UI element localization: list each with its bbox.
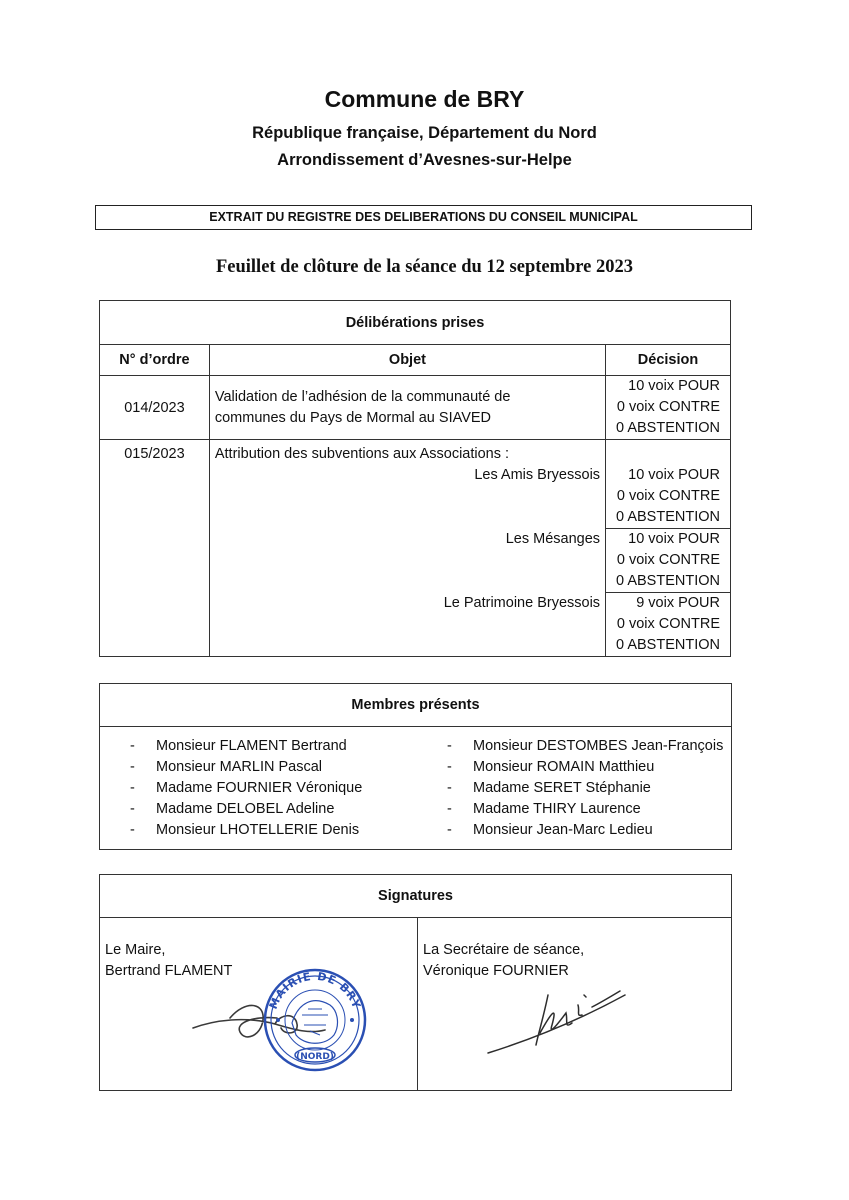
row-num: 015/2023 <box>100 440 210 657</box>
member-name: Madame SERET Stéphanie <box>473 780 651 796</box>
row-num: 014/2023 <box>100 376 210 440</box>
vote-abstention: 0 ABSTENTION <box>616 573 720 589</box>
mairie-stamp <box>258 965 373 1075</box>
objet-line: communes du Pays de Mormal au SIAVED <box>214 409 492 426</box>
extrait-banner: EXTRAIT DU REGISTRE DES DELIBERATIONS DU CONSEIL MUNICIPAL <box>95 205 752 230</box>
association-decision <box>606 529 731 593</box>
list-item: - Monsieur MARLIN Pascal <box>130 757 362 778</box>
mayor-block <box>105 940 232 982</box>
list-item: - Madame THIRY Laurence <box>447 799 723 820</box>
col-header-num: N° d’ordre <box>100 345 210 376</box>
member-name: Monsieur ROMAIN Matthieu <box>473 759 655 775</box>
association-name: Les Mésanges <box>209 529 605 593</box>
vote-contre: 0 voix CONTRE <box>616 488 720 504</box>
vote-contre: 0 voix CONTRE <box>616 552 720 568</box>
secretary-name: Véronique FOURNIER <box>423 963 569 979</box>
commune-title: Commune de BRY <box>324 86 525 112</box>
member-name: Monsieur FLAMENT Bertrand <box>156 738 347 754</box>
table-row <box>100 440 731 466</box>
members-section <box>99 683 732 850</box>
header-line-1: République française, Département du Nord <box>252 124 597 142</box>
objet-line: Validation de l’adhésion de la communauté de <box>214 388 511 405</box>
vote-contre: 0 voix CONTRE <box>616 616 720 632</box>
signatures-title: Signatures <box>100 875 731 918</box>
vote-pour: 10 voix POUR <box>628 531 720 547</box>
vote-pour: 10 voix POUR <box>628 378 720 394</box>
stamp-top-text: MAIRIE DE BRY <box>266 969 364 1012</box>
members-list-right <box>447 736 723 841</box>
list-item: - Monsieur FLAMENT Bertrand <box>130 736 362 757</box>
stamp-bottom-text: (NORD) <box>296 1052 334 1062</box>
members-list-left <box>130 736 362 841</box>
association-decision <box>606 465 731 529</box>
vote-abstention: 0 ABSTENTION <box>616 637 720 653</box>
row-objet: Attribution des subventions aux Associations : <box>209 440 605 466</box>
association-name: Le Patrimoine Bryessois <box>209 593 605 657</box>
member-name: Madame FOURNIER Véronique <box>156 780 363 796</box>
table-row <box>100 376 731 440</box>
row-decision <box>606 376 731 440</box>
secretary-signature <box>480 975 640 1060</box>
list-item: - Monsieur LHOTELLERIE Denis <box>130 820 362 841</box>
col-header-decision: Décision <box>606 345 731 376</box>
list-item: - Monsieur ROMAIN Matthieu <box>447 757 723 778</box>
vote-pour: 9 voix POUR <box>636 595 720 611</box>
col-header-objet: Objet <box>209 345 605 376</box>
member-name: Monsieur DESTOMBES Jean-François <box>473 738 724 754</box>
signatures-divider <box>417 917 418 1090</box>
deliberations-title: Délibérations prises <box>100 301 731 345</box>
member-name: Monsieur MARLIN Pascal <box>156 759 322 775</box>
list-item: - Madame SERET Stéphanie <box>447 778 723 799</box>
feuillet-title: Feuillet de clôture de la séance du 12 septembre 2023 <box>215 257 634 277</box>
association-name: Les Amis Bryessois <box>209 465 605 529</box>
deliberations-table <box>99 300 731 657</box>
members-title: Membres présents <box>100 684 731 727</box>
vote-contre: 0 voix CONTRE <box>616 399 720 415</box>
member-name: Madame THIRY Laurence <box>473 801 641 817</box>
secretary-role: La Secrétaire de séance, <box>423 942 585 958</box>
list-item: - Madame FOURNIER Véronique <box>130 778 362 799</box>
mayor-name: Bertrand FLAMENT <box>105 963 233 979</box>
member-name: Madame DELOBEL Adeline <box>156 801 335 817</box>
header-line-2: Arrondissement d’Avesnes-sur-Helpe <box>277 151 572 169</box>
association-decision <box>606 593 731 657</box>
vote-abstention: 0 ABSTENTION <box>616 509 720 525</box>
vote-abstention: 0 ABSTENTION <box>616 420 720 436</box>
list-item: - Madame DELOBEL Adeline <box>130 799 362 820</box>
row-objet <box>209 376 605 440</box>
list-item: - Monsieur Jean-Marc Ledieu <box>447 820 723 841</box>
mayor-role: Le Maire, <box>105 942 166 958</box>
signatures-section <box>99 874 732 1091</box>
list-item: - Monsieur DESTOMBES Jean-François <box>447 736 723 757</box>
vote-pour: 10 voix POUR <box>628 467 720 483</box>
member-name: Monsieur LHOTELLERIE Denis <box>156 822 360 838</box>
member-name: Monsieur Jean-Marc Ledieu <box>473 822 653 838</box>
